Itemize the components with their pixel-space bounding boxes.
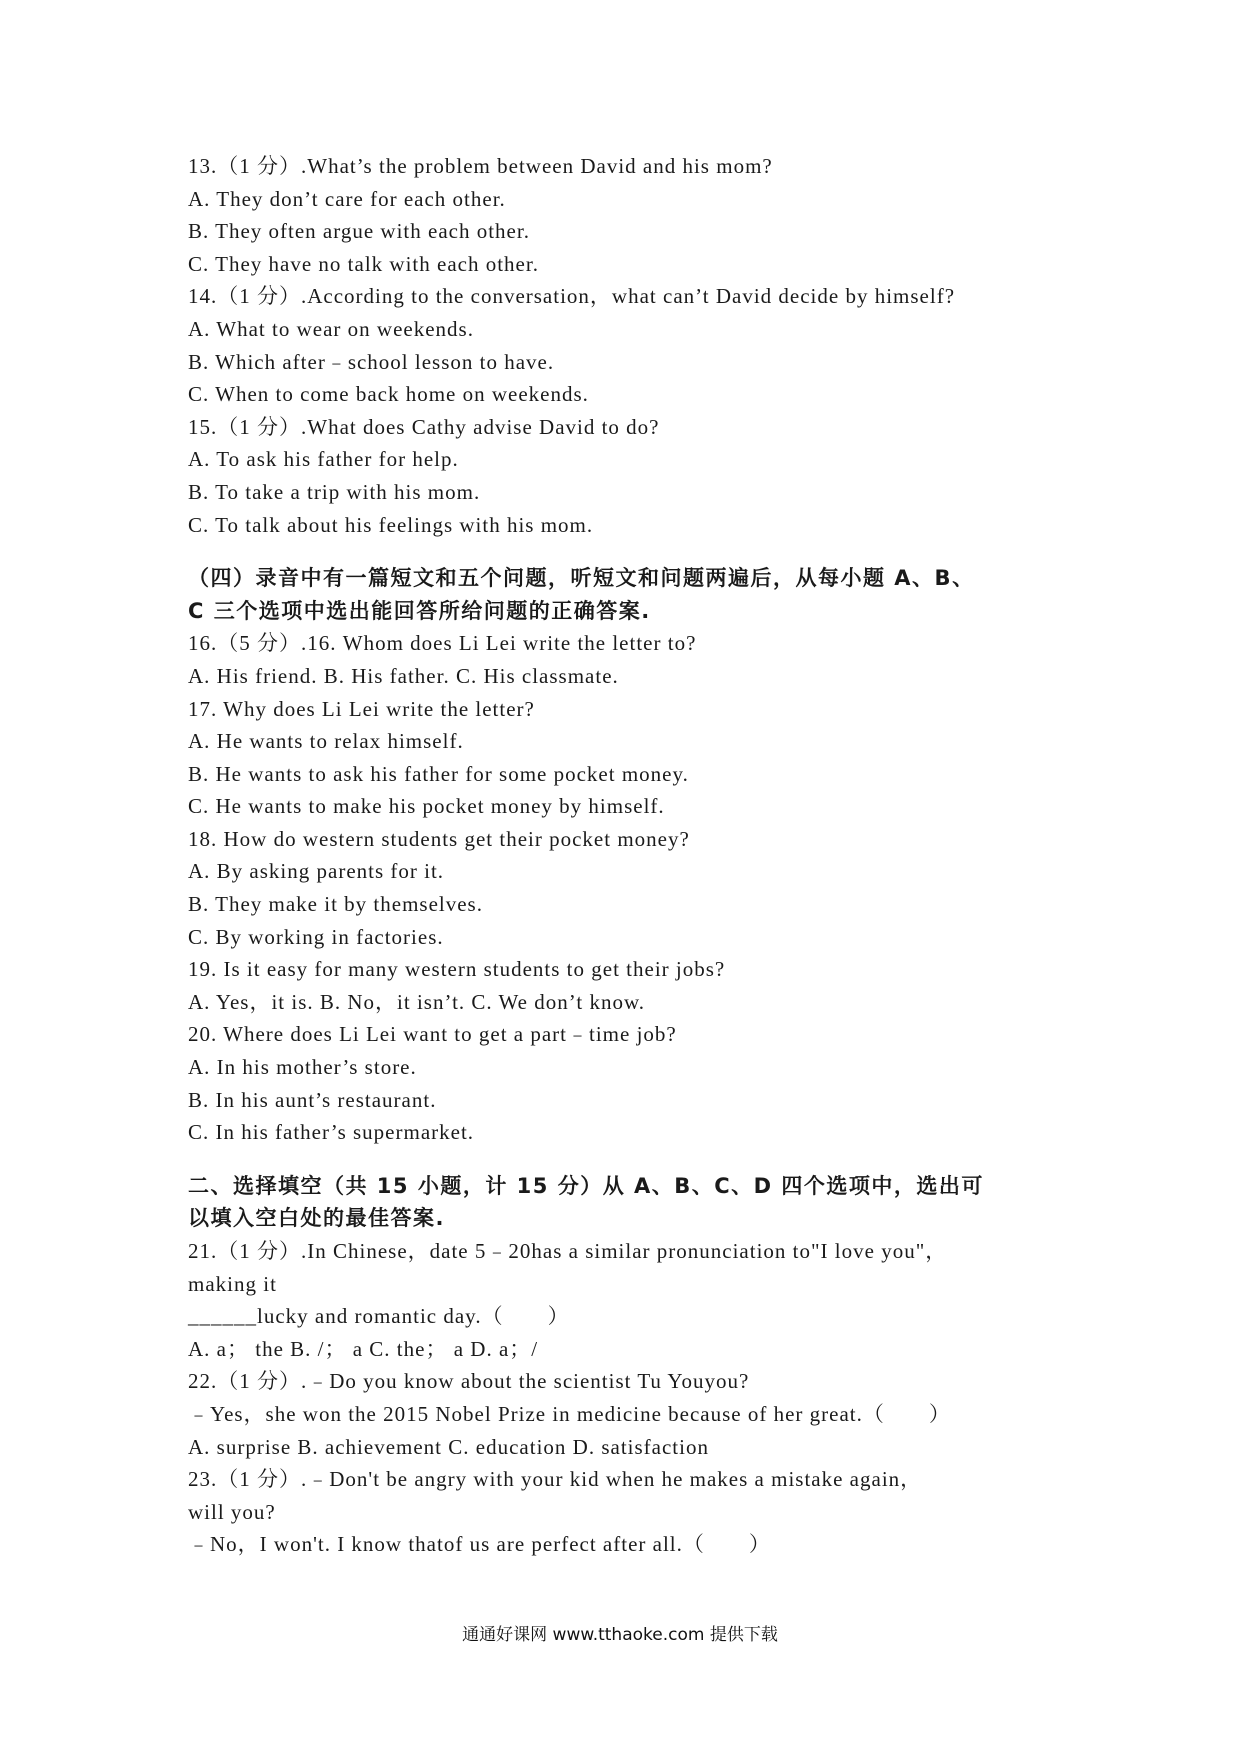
question-21-blank: ______lucky and romantic day.（ ） <box>188 1304 570 1329</box>
option-13c: C. They have no talk with each other. <box>188 251 539 276</box>
question-21-cont: making it <box>188 1271 277 1296</box>
question-22: 22.（1 分）.﹣Do you know about the scientist Tu Youyou? <box>188 1369 750 1394</box>
option-17b: B. He wants to ask his father for some pocket money. <box>188 761 689 786</box>
question-17: 17. Why does Li Lei write the letter? <box>188 696 535 721</box>
option-14c: C. When to come back home on weekends. <box>188 382 589 407</box>
page-footer: 通通好课网 www.tthaoke.com 提供下载 <box>462 1625 778 1645</box>
options-21: A. a； the B. /； a C. the； a D. a；/ <box>188 1336 539 1361</box>
questions-13-15 <box>188 150 1068 541</box>
question-15: 15.（1 分）.What does Cathy advise David to do? <box>188 414 660 439</box>
question-22-reply: ﹣Yes，she won the 2015 Nobel Prize in medicine because of her great.（ ） <box>188 1401 951 1426</box>
section-4 <box>188 562 1068 1149</box>
question-19: 19. Is it easy for many western students to get their jobs? <box>188 957 726 982</box>
option-20c: C. In his father’s supermarket. <box>188 1120 475 1145</box>
option-18b: B. They make it by themselves. <box>188 892 483 917</box>
question-20: 20. Where does Li Lei want to get a part﹣time job? <box>188 1022 677 1047</box>
option-13a: A. They don’t care for each other. <box>188 186 506 211</box>
options-19: A. Yes，it is. B. No，it isn’t. C. We don’t know. <box>188 989 646 1014</box>
option-15c: C. To talk about his feelings with his mom. <box>188 512 594 537</box>
part-2-heading-line-1: 二、选择填空（共 15 小题，计 15 分）从 A、B、C、D 四个选项中，选出可 <box>188 1173 984 1198</box>
question-23-cont: will you? <box>188 1499 276 1524</box>
question-23-reply: ﹣No，I won't. I know thatof us are perfect after all.（ ） <box>188 1532 771 1557</box>
section-4-heading-line-1: （四）录音中有一篇短文和五个问题，听短文和问题两遍后，从每小题 A、B、 <box>188 566 975 591</box>
option-17a: A. He wants to relax himself. <box>188 729 464 754</box>
option-20b: B. In his aunt’s restaurant. <box>188 1087 437 1112</box>
question-21: 21.（1 分）.In Chinese，date 5﹣20has a similar pronunciation to"I love you"， <box>188 1239 948 1263</box>
section-4-heading-line-2: C 三个选项中选出能回答所给问题的正确答案. <box>188 598 651 623</box>
option-15b: B. To take a trip with his mom. <box>188 479 481 504</box>
option-14b: B. Which after﹣school lesson to have. <box>188 349 555 374</box>
option-14a: A. What to wear on weekends. <box>188 316 474 341</box>
question-14: 14.（1 分）.According to the conversation，what can’t David decide by himself? <box>188 284 956 309</box>
option-15a: A. To ask his father for help. <box>188 447 459 472</box>
option-17c: C. He wants to make his pocket money by himself. <box>188 794 665 819</box>
part-2-heading-line-2: 以填入空白处的最佳答案. <box>188 1206 445 1231</box>
option-20a: A. In his mother’s store. <box>188 1055 417 1080</box>
options-16: A. His friend. B. His father. C. His classmate. <box>188 663 619 688</box>
option-18c: C. By working in factories. <box>188 924 444 949</box>
option-18a: A. By asking parents for it. <box>188 859 445 884</box>
document-content <box>188 150 1068 1561</box>
question-18: 18. How do western students get their pocket money? <box>188 826 690 851</box>
options-22: A. surprise B. achievement C. education D. satisfaction <box>188 1434 709 1459</box>
question-13: 13.（1 分）.What’s the problem between David and his mom? <box>188 154 773 178</box>
part-2 <box>188 1170 1068 1561</box>
option-13b: B. They often argue with each other. <box>188 219 530 244</box>
question-23: 23.（1 分）.﹣Don't be angry with your kid when he makes a mistake again， <box>188 1467 923 1492</box>
question-16: 16.（5 分）.16. Whom does Li Lei write the letter to? <box>188 631 697 656</box>
